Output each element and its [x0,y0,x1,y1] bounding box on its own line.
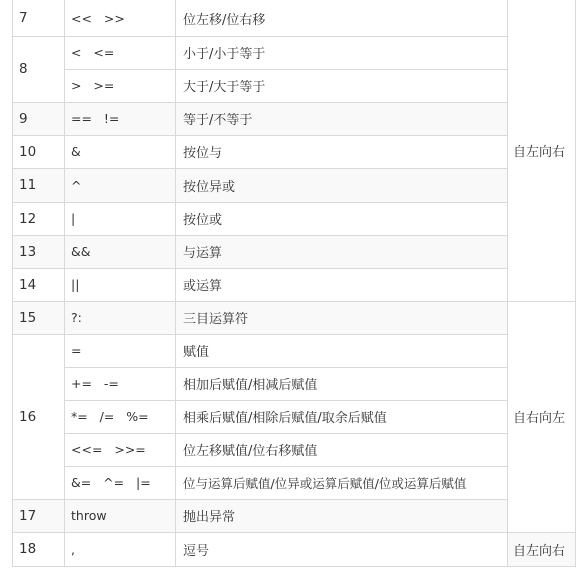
operator-text: && [71,244,91,259]
precedence-number: 17 [19,507,37,524]
precedence-cell-7 [12,0,64,36]
description-cell [175,0,507,36]
operator-text: *= /= %= [71,409,149,424]
associativity-cell-left-to-right [507,0,575,301]
description-text: 小于/小于等于 [183,47,266,62]
operator-cell [64,532,175,566]
precedence-cell-18 [12,532,64,566]
operator-text: < <= [71,45,115,60]
operator-text: ^ [71,177,82,193]
precedence-cell-15 [12,301,64,334]
grid-line [12,334,507,335]
grid-line [64,400,507,401]
grid-line [507,0,508,566]
precedence-cell-8 [12,36,64,102]
operator-cell [64,400,175,433]
operator-cell [64,102,175,135]
grid-line [12,566,576,567]
operator-cell [64,466,175,499]
grid-line [575,0,576,566]
precedence-cell-14 [12,268,64,301]
operator-text: ?: [71,310,82,325]
description-cell [175,235,507,268]
grid-line [64,367,507,368]
description-cell [175,466,507,499]
grid-line [12,0,13,566]
description-cell [175,334,507,367]
description-cell [175,301,507,334]
operator-text: &= ^= |= [71,475,151,490]
precedence-number: 7 [19,10,28,26]
precedence-cell-16 [12,334,64,499]
description-cell [175,135,507,168]
associativity-cell-right-to-left [507,301,575,532]
operator-cell [64,499,175,532]
grid-line [12,102,507,103]
grid-line [12,235,507,236]
operator-text: = [71,343,82,358]
precedence-number: 14 [19,276,37,293]
description-cell [175,400,507,433]
description-cell [175,168,507,202]
grid-line [12,301,575,302]
operator-cell [64,301,175,334]
precedence-cell-10 [12,135,64,168]
description-cell [175,433,507,466]
precedence-cell-12 [12,202,64,235]
operator-text: <<= >>= [71,442,146,457]
operator-text: << >> [71,10,125,26]
operator-text: throw [71,508,107,523]
operator-text: || [71,277,80,292]
description-cell [175,499,507,532]
description-text: 与运算 [183,246,223,261]
precedence-number: 12 [19,210,37,227]
description-text: 大于/大于等于 [183,80,266,95]
description-text: 逗号 [183,543,210,559]
grid-line [64,433,507,434]
operator-cell [64,202,175,235]
grid-line [64,0,65,566]
description-text: 等于/不等于 [183,113,253,128]
operator-cell [64,36,175,69]
associativity-text: 自右向左 [513,411,566,426]
grid-line [12,135,507,136]
operator-cell [64,334,175,367]
precedence-number: 9 [19,110,28,127]
precedence-cell-9 [12,102,64,135]
precedence-number: 8 [19,61,28,77]
operator-text: += -= [71,376,119,391]
operator-cell [64,235,175,268]
operator-text: & [71,144,81,159]
precedence-number: 10 [19,143,37,160]
precedence-number: 18 [19,541,37,557]
description-text: 赋值 [183,345,210,360]
precedence-number: 11 [19,177,37,193]
operator-cell [64,0,175,36]
description-text: 按位或 [183,213,223,228]
description-cell [175,367,507,400]
description-text: 抛出异常 [183,510,236,525]
description-cell [175,102,507,135]
operator-cell [64,168,175,202]
grid-line [12,202,507,203]
precedence-cell-17 [12,499,64,532]
grid-line [12,268,507,269]
operator-text: | [71,211,76,226]
description-text: 按位异或 [183,179,236,195]
description-cell [175,268,507,301]
description-text: 位与运算后赋值/位异或运算后赋值/位或运算后赋值 [183,475,467,491]
description-text: 或运算 [183,279,223,294]
grid-line [64,466,507,467]
precedence-cell-13 [12,235,64,268]
description-cell [175,36,507,69]
associativity-cell-left-to-right [507,532,575,566]
description-text: 位左移/位右移 [183,12,266,28]
operator-text: , [71,541,75,557]
grid-line [175,0,176,566]
description-cell [175,69,507,102]
grid-line [12,168,507,169]
description-cell [175,532,507,566]
associativity-text: 自左向右 [513,543,566,559]
operator-cell [64,367,175,400]
precedence-number: 15 [19,309,37,326]
description-text: 按位与 [183,146,223,161]
operator-text: == != [71,111,120,126]
associativity-text: 自左向右 [513,145,566,160]
grid-line [12,532,575,533]
grid-line [12,36,507,37]
grid-line [12,499,507,500]
description-cell [175,202,507,235]
precedence-number: 16 [19,408,37,425]
grid-line [64,69,507,70]
operator-cell [64,69,175,102]
description-text: 三目运算符 [183,312,249,327]
operator-cell [64,135,175,168]
precedence-cell-11 [12,168,64,202]
precedence-number: 13 [19,243,37,260]
description-text: 相加后赋值/相减后赋值 [183,378,318,393]
description-text: 相乘后赋值/相除后赋值/取余后赋值 [183,411,387,426]
operator-text: > >= [71,78,115,93]
operator-cell [64,268,175,301]
description-text: 位左移赋值/位右移赋值 [183,444,318,459]
operator-cell [64,433,175,466]
